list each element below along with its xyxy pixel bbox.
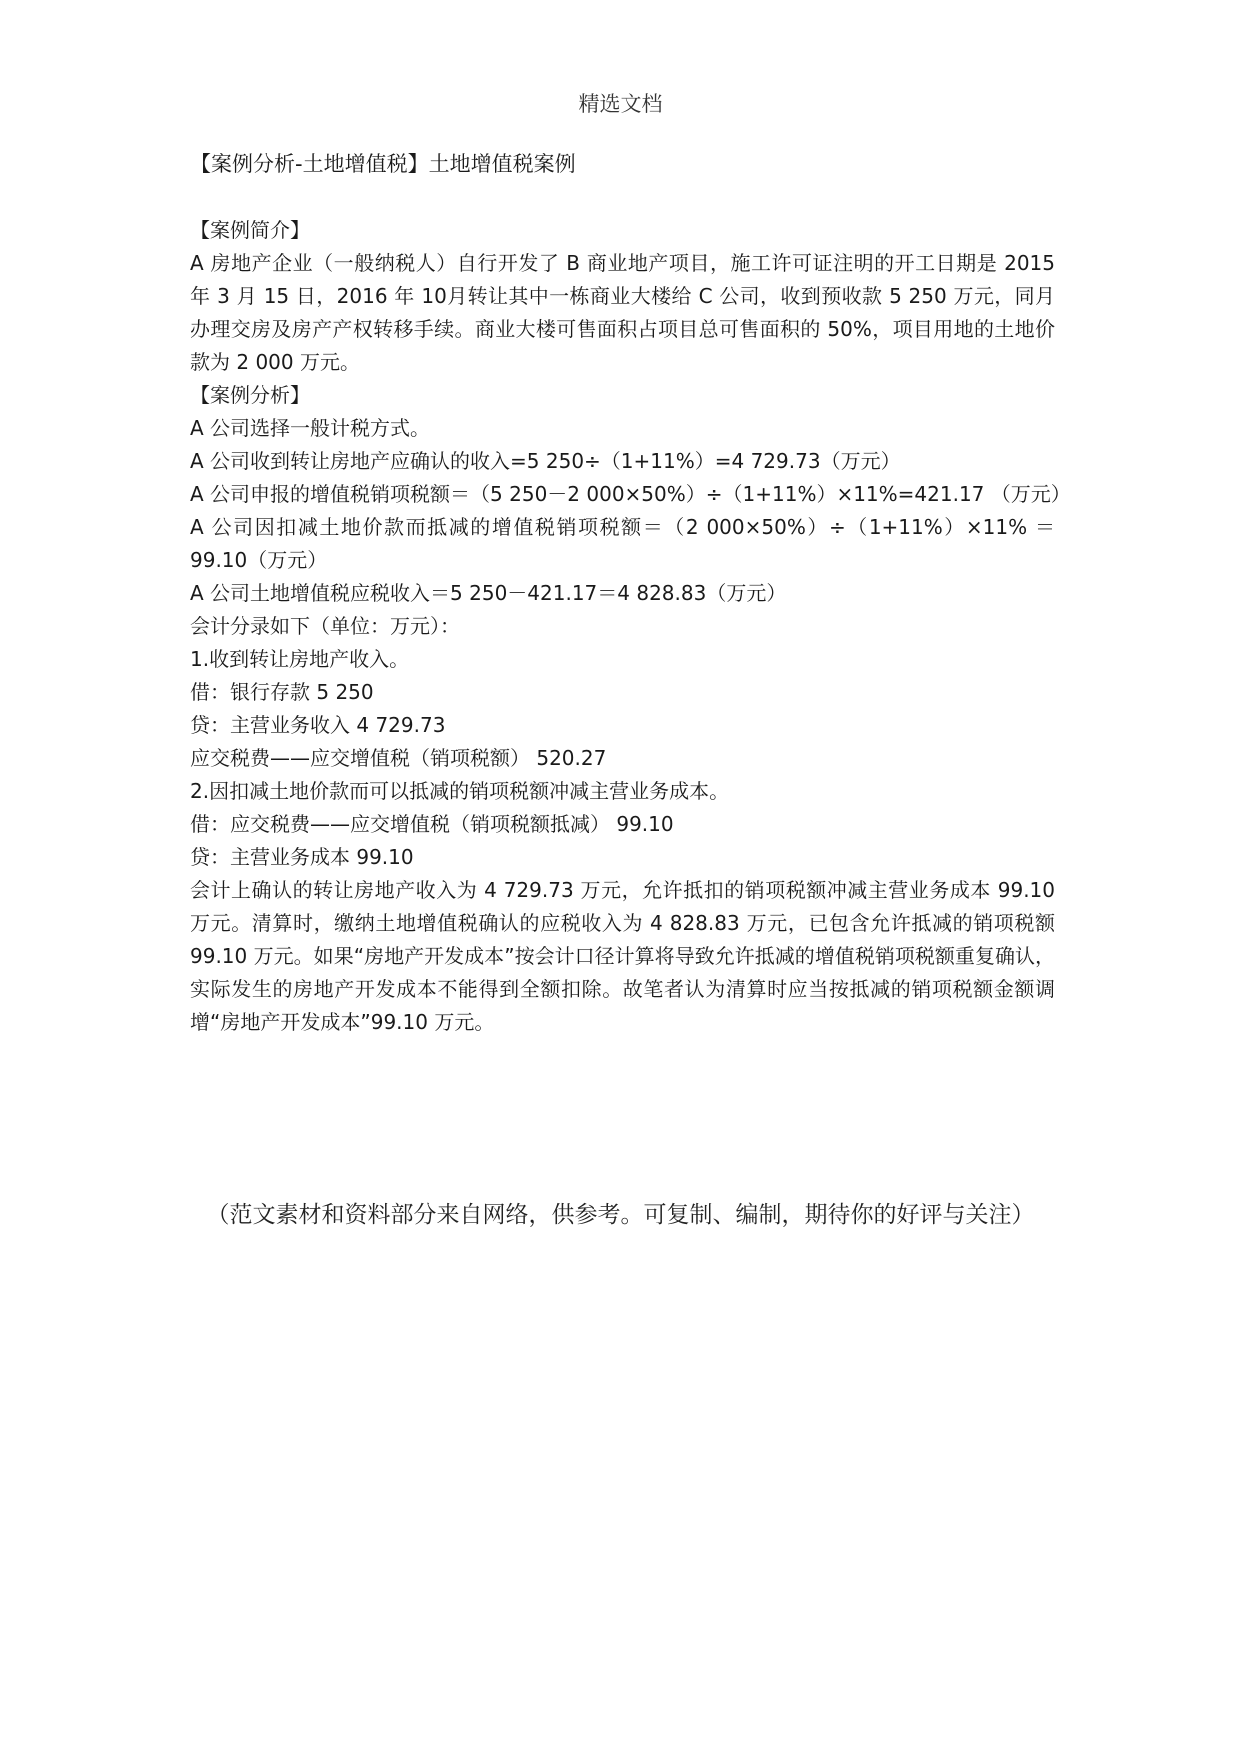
- entry-line: 应交税费——应交增值税（销项税额） 520.27: [190, 746, 607, 770]
- document-body: [190, 148, 1071, 1039]
- spacer: [190, 181, 1055, 214]
- entry-line: 1.收到转让房地产收入。: [190, 647, 410, 671]
- entry-line: 借：银行存款 5 250: [190, 680, 374, 704]
- deduction-paragraph: A 公司因扣减土地价款而抵减的增值税销项税额＝（2 000×50%）÷（1+11%）×11% ＝99.10（万元）: [190, 515, 1055, 572]
- entry-line: 会计分录如下（单位：万元）：: [190, 614, 460, 638]
- analysis-line: A 公司申报的增值税销项税额＝（5 250－2 000×50%）÷（1+11%）×11%=421.17 （万元）: [190, 482, 1071, 506]
- page-footer-note: （范文素材和资料部分来自网络，供参考。可复制、编制，期待你的好评与关注）: [206, 1202, 1035, 1228]
- analysis-line: A 公司选择一般计税方式。: [190, 416, 431, 440]
- analysis-line: A 公司收到转让房地产应确认的收入=5 250÷（1+11%）=4 729.73（万元）: [190, 449, 901, 473]
- intro-heading: 【案例简介】: [190, 218, 310, 242]
- entry-line: A 公司土地增值税应税收入＝5 250－421.17＝4 828.83（万元）: [190, 581, 787, 605]
- entry-line: 借：应交税费——应交增值税（销项税额抵减） 99.10: [190, 812, 674, 836]
- entry-line: 2.因扣减土地价款而可以抵减的销项税额冲减主营业务成本。: [190, 779, 730, 803]
- page-header: 精选文档: [578, 92, 663, 116]
- intro-paragraph: A 房地产企业（一般纳税人）自行开发了 B 商业地产项目，施工许可证注明的开工日期是 2015 年 3 月 15 日，2016 年 10月转让其中一栋商业大楼给 C 公司，收到预收款 5 250 万元，同月办理交房及房产产权转移手续。商业大楼可售面积占项目总可售面积的 50%，项目用地的土地价款为 2 000 万元。: [190, 251, 1055, 374]
- entry-line: 贷：主营业务收入 4 729.73: [190, 713, 446, 737]
- analysis-heading: 【案例分析】: [190, 383, 310, 407]
- entry-line: 贷：主营业务成本 99.10: [190, 845, 414, 869]
- document-title: 【案例分析-土地增值税】土地增值税案例: [190, 152, 576, 176]
- conclusion-paragraph: 会计上确认的转让房地产收入为 4 729.73 万元，允许抵扣的销项税额冲减主营业务成本 99.10 万元。清算时，缴纳土地增值税确认的应税收入为 4 828.83 万元，已包含允许抵减的销项税额 99.10 万元。如果“房地产开发成本”按会计口径计算将导致允许抵减的增值税销项税额重复确认，实际发生的房地产开发成本不能得到全额扣除。故笔者认为清算时应当按抵减的销项税额金额调增“房地产开发成本”99.10 万元。: [190, 878, 1055, 1034]
